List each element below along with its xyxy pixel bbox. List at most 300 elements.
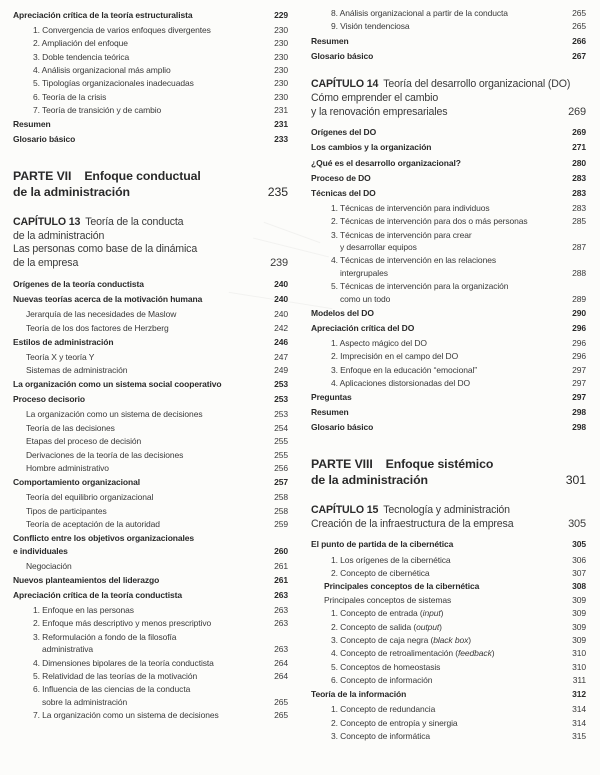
toc-entry-num: [311, 350, 586, 362]
toc-entry-section: [311, 187, 586, 199]
entry-line: [311, 215, 586, 227]
entry-italic-note: feedback: [458, 648, 492, 659]
entry-text: Modelos del DO: [311, 307, 374, 318]
entry-text: Proceso decisorio: [13, 394, 85, 405]
entry-line: [311, 688, 586, 700]
toc-entry-num: [311, 661, 586, 673]
entry-page: 266: [572, 35, 586, 46]
chapter-label: CAPÍTULO 14: [311, 78, 379, 90]
entry-page: 235: [267, 184, 288, 199]
entry-text: 7. Teoría de transición y de cambio: [33, 105, 162, 116]
entry-line: [13, 293, 288, 305]
entry-page: 298: [572, 422, 586, 433]
entry-page: 231: [274, 105, 288, 116]
entry-page: 296: [572, 351, 586, 362]
entry-text: Teoría del equilibrio organizacional: [26, 492, 154, 503]
toc-entry-section: [13, 336, 288, 348]
entry-page: 230: [274, 91, 288, 102]
entry-line: [13, 322, 288, 334]
chapter-label: CAPÍTULO 15: [311, 503, 379, 516]
entry-line: [311, 157, 586, 169]
entry-text: La organización como un sistema social cooperativo: [13, 379, 222, 390]
entry-page: 311: [572, 675, 586, 686]
toc-entry-num: [311, 607, 586, 619]
entry-page: 254: [274, 422, 288, 433]
entry-text: Técnicas del DO: [311, 187, 376, 198]
entry-text: Hombre administrativo: [26, 463, 109, 474]
entry-page: 305: [572, 539, 586, 550]
entry-text: 2. Enfoque más descriptivo y menos prescriptivo: [33, 618, 212, 629]
chapter-subtitle-line: [13, 257, 288, 271]
toc-entry-num: [13, 631, 288, 656]
entry-text: Resumen: [311, 407, 349, 418]
chapter-title-line: [13, 216, 288, 230]
toc-entry-section: [13, 574, 288, 586]
entry-text: 1. Aspecto mágico del DO: [331, 337, 427, 348]
entry-line: [311, 594, 586, 606]
entry-text: 1. Los orígenes de la cibernética: [331, 554, 451, 565]
entry-text: Tipos de participantes: [26, 505, 107, 516]
entry-line: [311, 607, 586, 619]
entry-page: 310: [572, 648, 586, 659]
entry-text: 1. Concepto de redundancia: [331, 704, 436, 715]
toc-entry-num: [13, 77, 288, 89]
entry-page: 253: [274, 394, 288, 405]
entry-text: El punto de partida de la cibernética: [311, 539, 454, 550]
entry-line: [311, 538, 586, 550]
entry-page: 269: [572, 127, 586, 138]
toc-entry-sub: [13, 518, 288, 530]
entry-page: 283: [572, 172, 586, 183]
entry-text: 2. Técnicas de intervención para dos o más personas: [331, 216, 528, 227]
entry-page: 271: [572, 142, 586, 153]
part-label: PARTE VIII: [311, 456, 373, 471]
entry-page: 307: [572, 567, 586, 578]
entry-line: [13, 462, 288, 474]
part-title: Enfoque conductual: [84, 168, 201, 183]
entry-line: [311, 350, 586, 362]
entry-page: 280: [572, 157, 586, 168]
chapter-subtitle-line: [311, 106, 586, 120]
toc-entry-section: [311, 688, 586, 700]
chapter-title: Tecnología y administración: [383, 503, 510, 516]
entry-text: Proceso de DO: [311, 172, 371, 183]
entry-text: 2. Ampliación del enfoque: [33, 38, 128, 49]
toc-entry-num: [311, 554, 586, 566]
entry-page: 240: [274, 279, 288, 289]
entry-text: Glosario básico: [13, 134, 76, 145]
chapter-title: Teoría de la conducta: [85, 215, 184, 228]
entry-line: [311, 35, 586, 47]
entry-line: [13, 336, 288, 348]
entry-italic-note: black box: [433, 635, 469, 646]
entry-line: [13, 364, 288, 376]
entry-line: [311, 661, 586, 673]
chapter-title-line: [311, 504, 586, 518]
entry-text: Preguntas: [311, 392, 352, 403]
entry-page: 305: [568, 517, 586, 530]
entry-page: 255: [274, 436, 288, 447]
toc-entry-num: [13, 617, 288, 629]
entry-text: Orígenes de la teoría conductista: [13, 279, 144, 289]
toc-entry-section: [311, 307, 586, 319]
entry-line: [13, 560, 288, 572]
entry-text: 2. Concepto de cibernética: [331, 567, 430, 578]
part-label: PARTE VII: [13, 168, 72, 183]
toc-entry-section: [311, 322, 586, 334]
toc-entry-num: [311, 621, 586, 633]
entry-page: 265: [274, 696, 288, 707]
entry-text: ¿Qué es el desarrollo organizacional?: [311, 157, 461, 168]
toc-entry-section: [311, 35, 586, 47]
entry-text: Apreciación crítica del DO: [311, 322, 415, 333]
chapter-subtitle-line: Las personas como base de la dinámica: [13, 243, 198, 256]
toc-entry-section: [311, 172, 586, 184]
chapter-subtitle: de la empresa: [13, 257, 79, 270]
entry-line: [13, 77, 288, 89]
entry-page: 239: [270, 257, 288, 270]
entry-line: [311, 674, 586, 686]
entry-line: [13, 604, 288, 616]
toc-entry-num: [311, 254, 586, 279]
entry-text: 5. Tipologías organizacionales inadecuadas: [33, 78, 194, 89]
toc-entry-section: [311, 126, 586, 138]
toc-entry-section: [13, 278, 288, 290]
entry-text: Principales conceptos de sistemas: [324, 594, 452, 605]
toc-entry-section: [13, 589, 288, 601]
toc-entry-sub: [13, 449, 288, 461]
entry-line: [311, 50, 586, 62]
entry-text: 9. Visión tendenciosa: [331, 21, 410, 32]
toc-entry-section: [13, 133, 288, 145]
entry-line: [311, 703, 586, 715]
entry-page: 230: [274, 24, 288, 35]
entry-text: administrativa: [42, 644, 94, 655]
entry-text: Apreciación crítica de la teoría conductista: [13, 589, 182, 600]
toc-entry-num: [311, 364, 586, 376]
entry-line: [13, 64, 288, 76]
entry-line: [13, 9, 288, 21]
entry-page: 230: [274, 51, 288, 62]
entry-text: sobre la administración: [42, 696, 128, 707]
entry-text: La organización como un sistema de decisiones: [26, 409, 203, 420]
entry-page: 263: [274, 644, 288, 655]
entry-line: [13, 118, 288, 130]
toc-entry-num: [13, 51, 288, 63]
entry-line: [13, 37, 288, 49]
entry-text: Orígenes del DO: [311, 127, 377, 138]
entry-line: [311, 580, 586, 592]
entry-page: 263: [274, 604, 288, 615]
entry-page: 230: [274, 78, 288, 89]
toc-chapter-heading: [13, 216, 288, 271]
entry-text: 1. Concepto de entrada (input): [331, 608, 444, 619]
toc-chapter-heading: [311, 78, 586, 119]
entry-page: 289: [572, 293, 586, 304]
entry-page: 231: [274, 119, 288, 130]
chapter-subtitle-line: [311, 518, 586, 532]
entry-line: [311, 621, 586, 633]
entry-text: Principales conceptos de la cibernética: [324, 581, 480, 592]
entry-line: [311, 141, 586, 153]
entry-text: Teoría de las decisiones: [26, 422, 115, 433]
toc-entry-num: [311, 674, 586, 686]
entry-page: 309: [572, 635, 586, 646]
entry-page: 261: [274, 574, 288, 585]
entry-text: Los cambios y la organización: [311, 142, 432, 153]
entry-text: 3. Doble tendencia teórica: [33, 51, 130, 62]
entry-line: [13, 351, 288, 363]
entry-text: 2. Concepto de entropía y sinergia: [331, 717, 458, 728]
entry-text: como un todo: [340, 293, 391, 304]
chapter-subtitle-line: Cómo emprender el cambio: [311, 91, 439, 104]
toc-entry-sub: [311, 594, 586, 606]
entry-page: 246: [274, 336, 288, 347]
toc-entry-num: [311, 229, 586, 254]
entry-page: 247: [274, 351, 288, 362]
entry-text: 4. Aplicaciones distorsionadas del DO: [331, 378, 470, 389]
entry-page: 240: [274, 294, 288, 305]
entry-line: [311, 391, 586, 403]
toc-entry-num: [13, 24, 288, 36]
entry-page: 256: [274, 463, 288, 474]
toc-entry-num: [13, 64, 288, 76]
entry-page: 253: [274, 409, 288, 420]
entry-text: 7. La organización como un sistema de decisiones: [33, 710, 219, 721]
entry-page: 309: [572, 608, 586, 619]
entry-text: Teoría de la información: [311, 689, 407, 700]
entry-text: 5. Conceptos de homeostasis: [331, 661, 441, 672]
entry-line: [13, 657, 288, 669]
toc-entry-sub: [13, 435, 288, 447]
entry-page: 242: [274, 322, 288, 333]
toc-entry-num: [311, 703, 586, 715]
entry-page: 257: [274, 477, 288, 488]
entry-text: 1. Técnicas de intervención para individuos: [331, 202, 490, 213]
entry-page: 255: [274, 449, 288, 460]
entry-page: 269: [568, 105, 586, 118]
entry-line: [311, 406, 586, 418]
chapter-label: CAPÍTULO 13: [13, 215, 81, 228]
toc-entry-num: [13, 37, 288, 49]
entry-page: 283: [572, 187, 586, 198]
toc-entry-num: [311, 717, 586, 729]
chapter-title-line: [311, 78, 586, 92]
entry-text: Nuevas teorías acerca de la motivación humana: [13, 294, 203, 305]
toc-entry-section: [13, 118, 288, 130]
entry-line: [311, 634, 586, 646]
entry-line: [311, 554, 586, 566]
toc-entry-section: [13, 476, 288, 488]
entry-page: 297: [572, 392, 586, 403]
toc-column-left: [13, 7, 288, 775]
entry-text: 1. Convergencia de varios enfoques divergentes: [33, 24, 211, 35]
toc-entry-num: [13, 657, 288, 669]
entry-line: [311, 202, 586, 214]
toc-entry-num: [311, 634, 586, 646]
entry-page: 287: [572, 242, 586, 253]
entry-line: [13, 308, 288, 320]
entry-line: [311, 172, 586, 184]
entry-line: [13, 545, 288, 557]
entry-text: Teoría X y teoría Y: [26, 351, 95, 362]
entry-text: 3. Técnicas de intervención para crear: [331, 229, 472, 240]
chapter-title-line: de la administración: [13, 229, 105, 242]
entry-line: [13, 133, 288, 145]
entry-line: [311, 730, 586, 742]
part-line: [311, 456, 586, 472]
entry-page: 264: [274, 657, 288, 668]
entry-page: 283: [572, 202, 586, 213]
entry-page: 230: [274, 65, 288, 75]
entry-page: 297: [572, 378, 586, 389]
entry-text: 3. Enfoque en la educación “emocional”: [331, 364, 477, 375]
entry-page: 296: [572, 337, 586, 348]
toc-entry-num: [311, 20, 586, 32]
entry-line: [13, 449, 288, 461]
entry-page: 306: [572, 554, 586, 565]
entry-page: 260: [274, 545, 288, 556]
entry-line: [13, 435, 288, 447]
entry-line: [311, 20, 586, 32]
toc-entry-num: [13, 91, 288, 103]
entry-page: 229: [274, 9, 288, 20]
entry-line: [311, 307, 586, 319]
toc-entry-sub: [13, 462, 288, 474]
entry-text: Resumen: [13, 119, 51, 130]
entry-text: 4. Dimensiones bipolares de la teoría conductista: [33, 657, 214, 668]
entry-text: e individuales: [13, 545, 68, 556]
entry-line: [311, 241, 586, 253]
entry-line: [311, 7, 586, 19]
toc-entry-section: [311, 141, 586, 153]
entry-text: 3. Concepto de caja negra (black box): [331, 635, 471, 646]
entry-line: [13, 91, 288, 103]
toc-entry-num: [311, 377, 586, 389]
entry-text: 2. Imprecisión en el campo del DO: [331, 351, 459, 362]
entry-page: 315: [572, 731, 586, 742]
entry-line: [13, 518, 288, 530]
entry-page: 314: [572, 717, 586, 728]
entry-text: Etapas del proceso de decisión: [26, 436, 142, 447]
toc-entry-num: [311, 647, 586, 659]
toc-entry-section: [311, 538, 586, 550]
entry-text: Jerarquía de las necesidades de Maslow: [26, 309, 177, 320]
toc-entry-section: [13, 393, 288, 405]
entry-text: 5. Técnicas de intervención para la organización: [331, 281, 509, 292]
entry-line: [13, 24, 288, 36]
entry-text: 6. Concepto de información: [331, 675, 433, 686]
toc-entry-sub: [13, 351, 288, 363]
entry-line: [311, 293, 586, 305]
entry-line: [13, 505, 288, 517]
entry-line: [311, 337, 586, 349]
entry-page: 297: [572, 364, 586, 375]
entry-text: Estilos de administración: [13, 336, 114, 347]
entry-line: [311, 126, 586, 138]
toc-entry-section: [311, 50, 586, 62]
entry-text: 4. Concepto de retroalimentación (feedback): [331, 648, 495, 659]
toc-entry-num: [13, 104, 288, 116]
entry-line: [311, 421, 586, 433]
entry-line: [13, 422, 288, 434]
entry-page: 253: [274, 379, 288, 390]
entry-text: 3. Reformulación a fondo de la filosofía: [33, 631, 177, 642]
toc-entry-sub: [13, 422, 288, 434]
entry-page: 240: [274, 309, 288, 320]
entry-page: 298: [572, 407, 586, 418]
entry-page: 259: [274, 519, 288, 530]
entry-line: [311, 267, 586, 279]
entry-line: [13, 393, 288, 405]
entry-line: [13, 51, 288, 63]
chapter-subtitle: Creación de la infraestructura de la empresa: [311, 517, 514, 530]
toc-entry-sub: [13, 505, 288, 517]
entry-text: 8. Análisis organizacional a partir de la conducta: [331, 8, 508, 18]
entry-line: [13, 643, 288, 655]
entry-page: 314: [572, 704, 586, 715]
entry-text: 4. Análisis organizacional más amplio: [33, 65, 171, 75]
part-title: de la administración: [311, 472, 428, 487]
part-line: [13, 184, 288, 200]
entry-text: 4. Técnicas de intervención en las relaciones: [331, 255, 496, 266]
entry-page: 233: [274, 134, 288, 145]
entry-line: [13, 491, 288, 503]
entry-text: 2. Concepto de salida (output): [331, 621, 442, 632]
entry-line: [13, 378, 288, 390]
entry-text: Conflicto entre los objetivos organizacionales: [13, 533, 195, 544]
toc-part-heading: [13, 168, 288, 200]
toc-entry-section: [13, 532, 288, 557]
entry-line: [311, 364, 586, 376]
entry-page: 290: [572, 307, 586, 318]
entry-line: [311, 567, 586, 579]
entry-line: [13, 670, 288, 682]
entry-text: 1. Enfoque en las personas: [33, 604, 134, 615]
part-line: [311, 472, 586, 488]
entry-text: Sistemas de administración: [26, 365, 128, 376]
toc-entry-sub: [13, 491, 288, 503]
toc-entry-sub: [13, 322, 288, 334]
entry-line: [13, 408, 288, 420]
entry-page: 288: [572, 267, 586, 278]
entry-line: [311, 322, 586, 334]
entry-page: 296: [572, 322, 586, 333]
entry-text: y desarrollar equipos: [340, 242, 417, 253]
entry-page: 267: [572, 50, 586, 61]
entry-italic-note: output: [416, 621, 440, 632]
entry-page: 309: [572, 621, 586, 632]
toc-entry-num: [311, 202, 586, 214]
entry-page: 249: [274, 365, 288, 376]
part-line: [13, 168, 288, 184]
entry-line: [311, 187, 586, 199]
chapter-subtitle: y la renovación empresariales: [311, 105, 448, 118]
entry-line: [13, 278, 288, 290]
toc-entry-section: [13, 378, 288, 390]
entry-line: [311, 717, 586, 729]
entry-line: [13, 696, 288, 708]
entry-text: 6. Teoría de la crisis: [33, 91, 107, 102]
entry-italic-note: input: [422, 608, 441, 619]
entry-text: Derivaciones de la teoría de las decisiones: [26, 449, 184, 460]
entry-text: Comportamiento organizacional: [13, 477, 140, 488]
entry-text: Resumen: [311, 35, 349, 46]
toc-entry-num: [311, 730, 586, 742]
entry-page: 263: [274, 589, 288, 600]
toc-entry-num: [311, 215, 586, 227]
part-title: de la administración: [13, 184, 130, 199]
